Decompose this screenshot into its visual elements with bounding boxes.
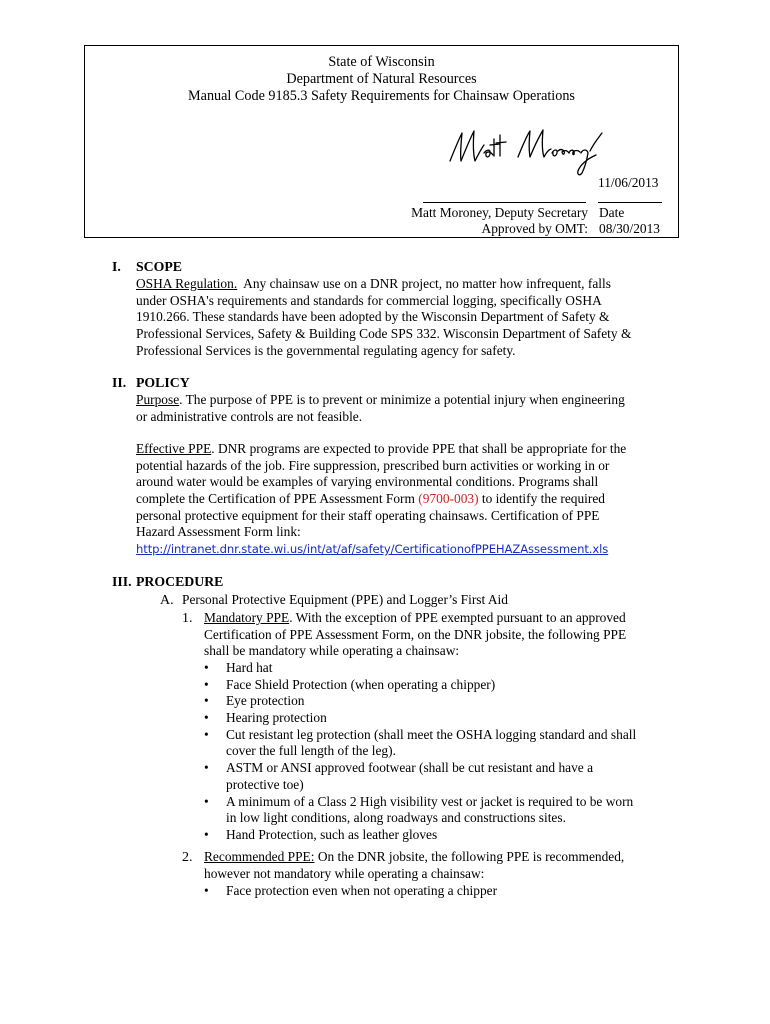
section-scope-heading [112,259,182,276]
handwritten-signature [444,123,604,178]
header-manual-code: Manual Code 9185.3 Safety Requirements for Chainsaw Operations [188,88,575,104]
item-number: 2. [182,850,193,865]
text-line: A minimum of a Class 2 High visibility vest or jacket is required to be worn [226,793,634,809]
item-2-number [182,849,204,867]
text-line: Face protection even when not operating a chipper [226,883,498,898]
signature-line [423,202,586,203]
bullet-icon: • [204,826,209,842]
section-title: SCOPE [136,259,182,274]
list-item [204,760,674,793]
text-line: . With the exception of PPE exempted pursuant to an approved [289,610,626,625]
list-item [204,883,674,900]
subsection-letter: A. [160,593,174,608]
text-line: ASTM or ANSI approved footwear (shall be cut resistant and have a [226,760,594,776]
recommended-ppe-paragraph [204,849,674,882]
purpose-lead: Purpose [136,392,180,407]
mandatory-ppe-paragraph [204,610,674,660]
bullet-icon: • [204,693,209,709]
list-item [204,693,674,710]
effective-ppe-paragraph [136,441,676,558]
bullet-icon: • [204,883,209,898]
bullet-icon: • [204,660,209,675]
list-item [204,660,674,677]
text-line: under OSHA's requirements and standards for commercial logging, specifically OSHA [136,292,602,308]
mandatory-ppe-list [204,660,674,844]
section-procedure-heading [112,574,223,591]
text-line: Professional Services, Safety & Building Code SPS 332. Wisconsin Department of Safety & [136,326,632,342]
text-line: protective toe) [226,776,304,792]
text-line: Hand Protection, such as leather gloves [226,826,438,842]
section-numeral: II. [112,375,127,390]
effective-ppe-lead: Effective PPE [136,441,212,456]
approved-date: 08/30/2013 [599,221,661,236]
text-line: Professional Services is the governmental regulating agency for safety. [136,342,516,358]
text-line: shall be mandatory while operating a chainsaw: [204,643,460,659]
list-item [204,827,674,844]
item-1-number [182,610,204,628]
list-item [204,794,674,827]
list-item [204,710,674,727]
signature-date: 11/06/2013 [598,175,659,190]
text-line: Certification of PPE Assessment Form, on the DNR jobsite, the following PPE [204,626,627,642]
section-title: POLICY [136,375,190,390]
list-item [204,727,674,760]
text-line: personal protective equipment for their staff operating chainsaws. Certification of PPE [136,507,600,523]
recommended-ppe-list [204,883,674,900]
text-line: Hazard Assessment Form link: [136,524,301,540]
date-label: Date [599,205,625,220]
list-item [204,677,674,694]
text-line: to identify the required [478,491,605,507]
text-line: or administrative controls are not feasible. [136,408,363,424]
subsection-title: Personal Protective Equipment (PPE) and Logger’s First Aid [182,592,508,607]
section-policy-heading [112,375,190,392]
header-department: Department of Natural Resources [286,71,477,87]
osha-regulation-lead: OSHA Regulation. [136,276,238,291]
text-line: Hearing protection [226,710,327,726]
section-numeral: I. [112,259,121,274]
ppe-hazard-assessment-link[interactable]: http://intranet.dnr.state.wi.us/int/at/af/safety/CertificationofPPEHAZAssessment.xls [136,542,609,557]
mandatory-ppe-lead: Mandatory PPE [204,610,290,625]
date-line [598,202,662,203]
scope-paragraph [136,276,676,359]
text-line: Cut resistant leg protection (shall meet the OSHA logging standard and shall [226,726,637,742]
text-line: Hard hat [226,660,273,675]
text-line: complete the Certification of PPE Assessment Form [136,491,419,507]
bullet-icon: • [204,760,209,776]
text-line: . The purpose of PPE is to prevent or minimize a potential injury when engineering [179,392,625,407]
signer-name: Matt Moroney, Deputy Secretary [411,205,588,220]
text-line: 1910.266. These standards have been adopted by the Wisconsin Department of Safety & [136,309,610,325]
approved-by-label: Approved by OMT: [481,221,588,236]
purpose-paragraph [136,392,676,425]
text-line: cover the full length of the leg). [226,743,396,759]
item-number: 1. [182,611,193,626]
text-line: however not mandatory while operating a chainsaw: [204,865,485,881]
bullet-icon: • [204,676,209,692]
text-line: Any chainsaw use on a DNR project, no matter how infrequent, falls [243,276,611,291]
text-line: . DNR programs are expected to provide PPE that shall be appropriate for the [211,441,627,456]
section-numeral: III. [112,574,132,589]
text-line: around water would be examples of varying environmental conditions. Programs shall [136,474,599,490]
bullet-icon: • [204,710,209,726]
form-code: (9700-003) [418,491,479,507]
text-line: Face Shield Protection (when operating a chipper) [226,676,496,692]
text-line: Eye protection [226,693,305,709]
text-line: potential hazards of the job. Fire suppression, prescribed burn activities or working in or [136,457,610,473]
bullet-icon: • [204,793,209,809]
text-line: in low light conditions, along roadways and constructions sites. [226,810,566,826]
subsection-a [160,592,508,610]
header-state: State of Wisconsin [328,54,435,70]
section-title: PROCEDURE [136,574,224,589]
text-line: On the DNR jobsite, the following PPE is recommended, [314,849,625,864]
recommended-ppe-lead: Recommended PPE: [204,849,315,864]
bullet-icon: • [204,726,209,742]
